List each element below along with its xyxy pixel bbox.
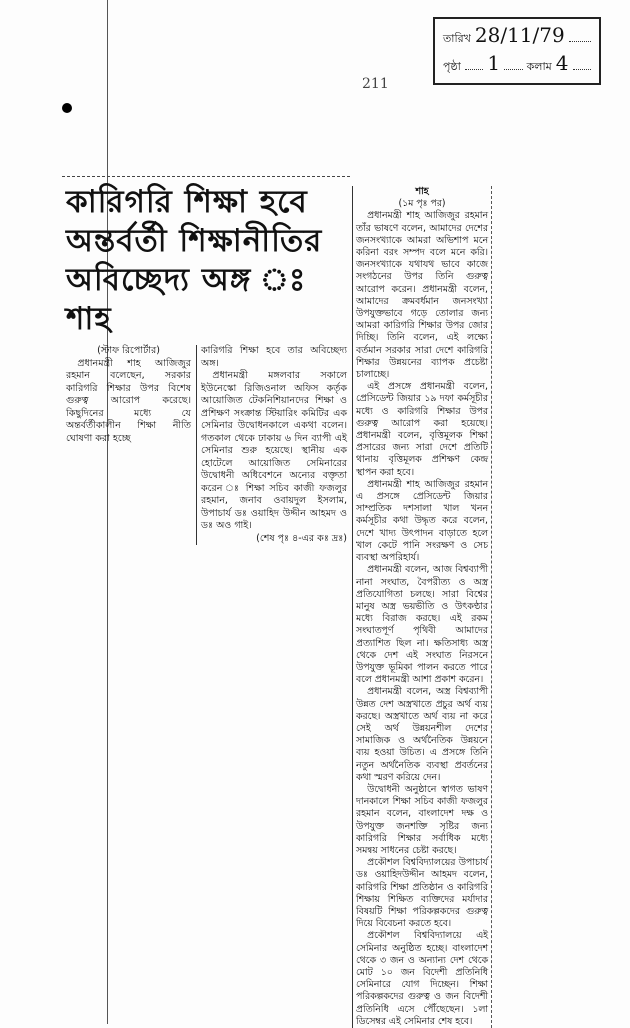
jump-title: শাহ	[415, 186, 429, 197]
paragraph: প্রকৌশল বিশ্ববিদ্যালয়ে এই সেমিনার অনুষ্ঠিত হচ্ছে। বাংলাদেশ থেকে ৩ জন ও অন্যান্য দেশ থেকে মোট ১০ জন বিদেশী প্রতিনিধি সেমিনারে যোগ দিচ্ছেন। শিক্ষা পরিকল্পকদের গুরুত্ব ও জন বিদেশী প্রতিনিধি এসে পৌঁছেছেন। ১লা ডিসেম্বর এই সেমিনার শেষ হবে।	[356, 930, 488, 1027]
archive-number: 211	[362, 76, 389, 92]
page-value: 1	[487, 51, 501, 75]
paragraph: প্রধানমন্ত্রী বলেন, আজ বিশ্বব্যাপী নানা সংঘাত, বৈপরীত্য ও অস্ত্র প্রতিযোগিতা চলছে। সারা বিশ্বের মানুষ অস্ত্র ভয়ভীতি ও উৎকণ্ঠার মধ্যে বিরাজ করছে। এই রকম সংঘাতপূর্ণ পৃথিবী আমাদের প্রত্যাশিত ছিল না। ক্ষতিসাধ্য অস্ত্র থেকে দেশ এই সংঘাত নিরসনে উপযুক্ত ভূমিকা পালন করতে পারে বলে প্রধানমন্ত্রী আশা প্রকাশ করেন।	[356, 564, 488, 686]
lead-paragraph: প্রধানমন্ত্রী শাহ আজিজুর রহমান বলেছেন, সরকার কারিগরি শিক্ষার উপর বিশেষ গুরুত্ব আরোপ করেছে। কিছুদিনের মধ্যে যে অন্তর্বর্তীকালীন শিক্ষা নীতি ঘোষণা করা হচ্ছে	[66, 357, 191, 444]
paragraph: প্রধানমন্ত্রী মঙ্গলবার সকালে ইউনেস্কো রিজিওনাল অফিস কর্তৃক আয়োজিত টেকনিশিয়ানদের শিক্ষা ও প্রশিক্ষণ সংক্রান্ত স্টিয়ারিং কমিটির এক সেমিনার উদ্বোধনকালে একথা বলেন। গতকাল থেকে ঢাকায় ৬ দিন ব্যাপী এই সেমিনার শুরু হয়েছে। স্থানীয় এক হোটেলে আয়োজিত সেমিনারের উদ্বোধনী অধিবেশনে অন্যের বক্তৃতা করেন ঃ শিক্ষা সচিব কাজী ফজলুর রহমান, জনাব ওবায়দুল ইসলাম, উপাচার্য ডঃ ওয়াহিদ উদ্দীন আহমদ ও ডঃ অও গাই।	[201, 370, 347, 531]
page-label: পৃষ্ঠা	[443, 60, 461, 73]
clipping-front	[62, 176, 350, 553]
byline: (স্টাফ রিপোর্টার)	[97, 345, 160, 356]
paragraph: প্রকৌশল বিশ্ববিদ্যালয়ের উপাচার্য ডঃ ওয়াহিদউদ্দীন আহমদ বলেন, কারিগরি শিক্ষা প্রতিষ্ঠান ও কারিগরি শিক্ষায় শিক্ষিত ব্যক্তিদের মর্যাদার বিষয়টি শিক্ষা পরিকল্পকদের গুরুত্ব দিয়ে বিবেচনা করতে হবে।	[356, 857, 488, 930]
article-continuation-column	[352, 186, 492, 1028]
date-label: তারিখ	[443, 32, 471, 45]
paragraph: প্রধানমন্ত্রী শাহ আজিজুর রহমান তাঁর ভাষণে বলেন, আমাদের দেশের জনসংখ্যাকে আমরা অভিশাপ মনে করিনা বরং সম্পদ বলে মনে করি। জনসংখ্যাকে যথাযথ ভাবে কাজে সংগঠনের উপর তিনি গুরুত্ব আরোপ করেন। প্রধানমন্ত্রী বলেন, আমাদের ক্রমবর্ধমান জনসংখ্যা উপযুক্তভাবে গড়ে তোলার জন্য আমরা কারিগরি শিক্ষার উপর জোর দিচ্ছি। তিনি বলেন, এই লক্ষ্যে বর্তমান সরকার সারা দেশে কারিগরি শিক্ষার উন্নয়নের ব্যাপক প্রচেষ্টা চালাচ্ছে।	[356, 210, 488, 381]
paragraph: এই প্রসঙ্গে প্রধানমন্ত্রী বলেন, প্রেসিডেন্ট জিয়ার ১৯ দফা কর্মসূচীর মধ্যে ও কারিগরি শিক্ষার উপর গুরুত্ব আরোপ করা হয়েছে। প্রধানমন্ত্রী বলেন, বৃত্তিমূলক শিক্ষা প্রসারের জন্য সারা দেশে প্রতিটি থানায় বৃত্তিমূলক প্রশিক্ষণ কেন্দ্র স্থাপন করা হবে।	[356, 381, 488, 478]
column-label: কলাম	[526, 60, 552, 73]
paragraph: কারিগরি শিক্ষা হবে তার অবিচ্ছেদ্য অঙ্গ।	[201, 345, 347, 369]
date-value: 28/11/79	[474, 23, 565, 47]
archive-stamp	[433, 17, 601, 85]
jump-from: (১ম পৃঃ পর)	[398, 198, 446, 210]
headline: কারিগরি শিক্ষা হবে অন্তর্বর্তী শিক্ষানীতির অবিচ্ছেদ্য অঙ্গ ঃ শাহ	[66, 184, 323, 337]
column-value: 4	[555, 51, 569, 75]
paragraph: উদ্বোধনী অনুষ্ঠানে স্বাগত ভাষণ দানকালে শিক্ষা সচিব কাজী ফজলুর রহমান বলেন, বাংলাদেশ দক্ষ ও উপযুক্ত জনশক্তি সৃষ্টির জন্য কারিগরি শিক্ষার সর্বাধিক মধ্যে সমন্বয় সাধনের চেষ্টা করছে।	[356, 783, 488, 856]
article-column-1	[66, 345, 191, 445]
front-columns	[66, 345, 347, 545]
paragraph: প্রধানমন্ত্রী শাহ আজিজুর রহমান এ প্রসঙ্গে প্রেসিডেন্ট জিয়ার সাম্প্রতিক দশসালা খাল খনন কর্মসূচীর কথা উদ্ধৃত করে বলেন, দেশে খাদ্য উৎপাদন বাড়াতে হলে খাল কেটে পানি সংরক্ষণ ও সেচ ব্যবস্থা অপরিহার্য।	[356, 478, 488, 564]
article-column-2	[196, 345, 347, 545]
continued-note: (শেষ পৃঃ ৪-এর কঃ দ্রঃ)	[256, 532, 347, 544]
paragraph: প্রধানমন্ত্রী বলেন, অস্ত্র বিশ্বব্যাপী উন্নত দেশ অস্ত্রখাতে প্রচুর অর্থ ব্যয় করছে। অস্ত্রখাতে অর্থ ব্যয় না করে সেই অর্থ উন্নয়নশীল দেশের সামাজিক ও অর্থনৈতিক উন্নয়নে ব্যয় হওয়া উচিত। এ প্রসঙ্গে তিনি নতুন অর্থনৈতিক ব্যবস্থা প্রবর্তনের কথা স্মরণ করিয়ে দেন।	[356, 686, 488, 783]
punch-hole-mark	[62, 103, 72, 113]
